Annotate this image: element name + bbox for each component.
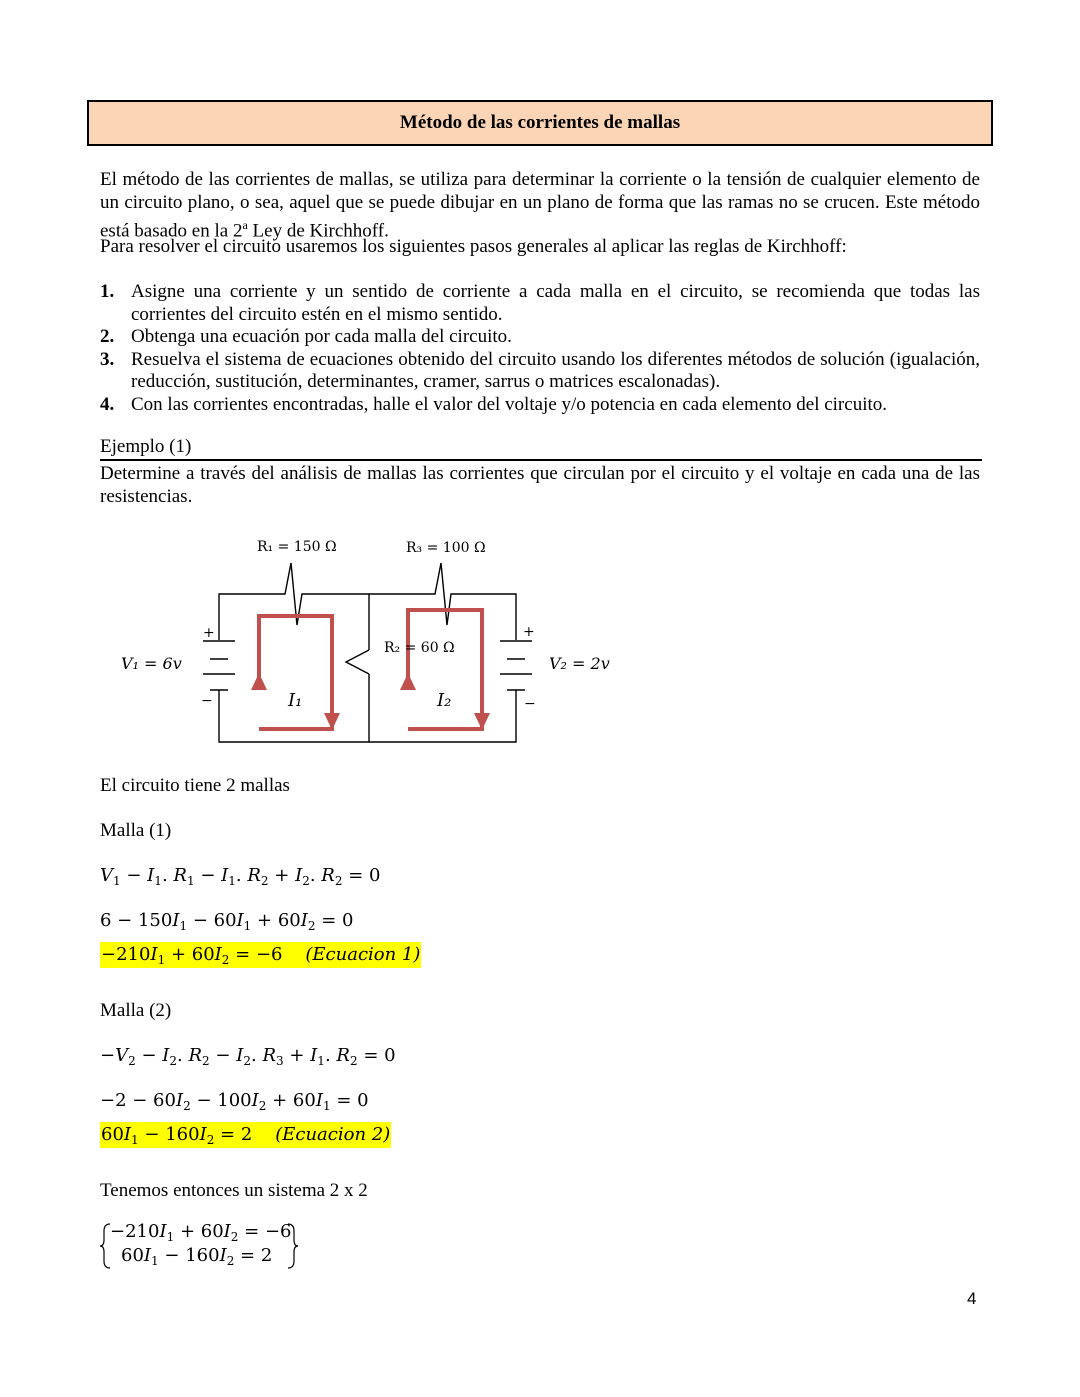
- example-statement: Determine a través del análisis de mallas las corrientes que circulan por el circuito y el voltaje en cada una de las resistencias.: [100, 463, 980, 507]
- v1-plus-sign: +: [203, 625, 215, 641]
- battery-v1: [203, 641, 235, 690]
- right-brace: [286, 1223, 298, 1269]
- r1-label: R₁ = 150 Ω: [257, 539, 337, 555]
- malla1-equation: $V_1 - I_1$. $R_1 - I_1$. $R_2 + I_2$. $R_2 = 0$: [100, 865, 381, 888]
- list-item: 1. Asigne una corriente y un sentido de corriente a cada malla en el circuito, se recomienda que todas las corrientes del circuito estén en el mismo sentido.: [100, 281, 980, 325]
- list-item: 2. Obtenga una ecuación por cada malla del circuito.: [100, 326, 512, 347]
- malla1-substitution: $6 - 150I_1 - 60I_1 + 60I_2 = 0$: [100, 910, 354, 933]
- v1-label: V₁ = 6v: [121, 654, 182, 673]
- malla2-equation: $-V_2 - I_2$. $R_2 - I_2$. $R_3 + I_1$. $R_2 = 0$: [100, 1045, 396, 1068]
- malla1-label: Malla (1): [100, 820, 172, 841]
- i1-label: I₁: [288, 690, 303, 711]
- v1-minus-sign: −: [201, 693, 213, 709]
- intro-paragraph: El método de las corrientes de mallas, se utiliza para determinar la corriente o la tensión de cualquier elemento de un circuito plano, o sea, aquel que se puede dibujar en un plano de forma que las ramas no se crucen. Este método está basado en la 2$^a$ Ley de Kirchhoff.: [100, 169, 980, 242]
- loop-arrow-i2: [400, 610, 490, 730]
- r3-label: R₃ = 100 Ω: [406, 540, 486, 556]
- list-item: 3. Resuelva el sistema de ecuaciones obtenido del circuito usando los diferentes métodos de solución (igualación, reducción, sustitución, determinantes, cramer, sarrus o matrices escalonadas).: [100, 348, 980, 392]
- v2-plus-sign: +: [523, 624, 535, 640]
- system-intro: Tenemos entonces un sistema 2 x 2: [100, 1180, 368, 1201]
- malla2-substitution: $-2 - 60I_2 - 100I_2 + 60I_1 = 0$: [100, 1090, 369, 1113]
- system-row-2: $60I_1 - 160I_2 = 2$: [121, 1245, 273, 1268]
- mallas-count: El circuito tiene 2 mallas: [100, 775, 290, 796]
- battery-v2: [500, 641, 532, 690]
- page-title: Método de las corrientes de mallas: [87, 100, 993, 146]
- page-number: 4: [967, 1289, 977, 1308]
- equation-2: $60I_1 - 160I_2 = 2$ (Ecuacion 2): [101, 1124, 391, 1147]
- v2-minus-sign: −: [524, 696, 536, 712]
- r2-label: R₂ = 60 Ω: [384, 640, 455, 656]
- malla2-label: Malla (2): [100, 1000, 172, 1021]
- system-row-1: $-210I_1 + 60I_2 = -6$: [110, 1221, 292, 1244]
- example-heading: Ejemplo (1): [100, 436, 192, 457]
- circuit-wires: [219, 563, 516, 742]
- v2-label: V₂ = 2v: [549, 654, 610, 673]
- i2-label: I₂: [437, 690, 452, 711]
- equation-1: $-210I_1 + 60I_2 = -6$ (Ecuacion 1): [101, 944, 421, 967]
- steps-intro: Para resolver el circuito usaremos los siguientes pasos generales al aplicar las reglas de Kirchhoff:: [100, 236, 847, 257]
- loop-arrow-i1: [251, 616, 340, 730]
- list-item: 4. Con las corrientes encontradas, halle el valor del voltaje y/o potencia en cada elemento del circuito.: [100, 393, 888, 415]
